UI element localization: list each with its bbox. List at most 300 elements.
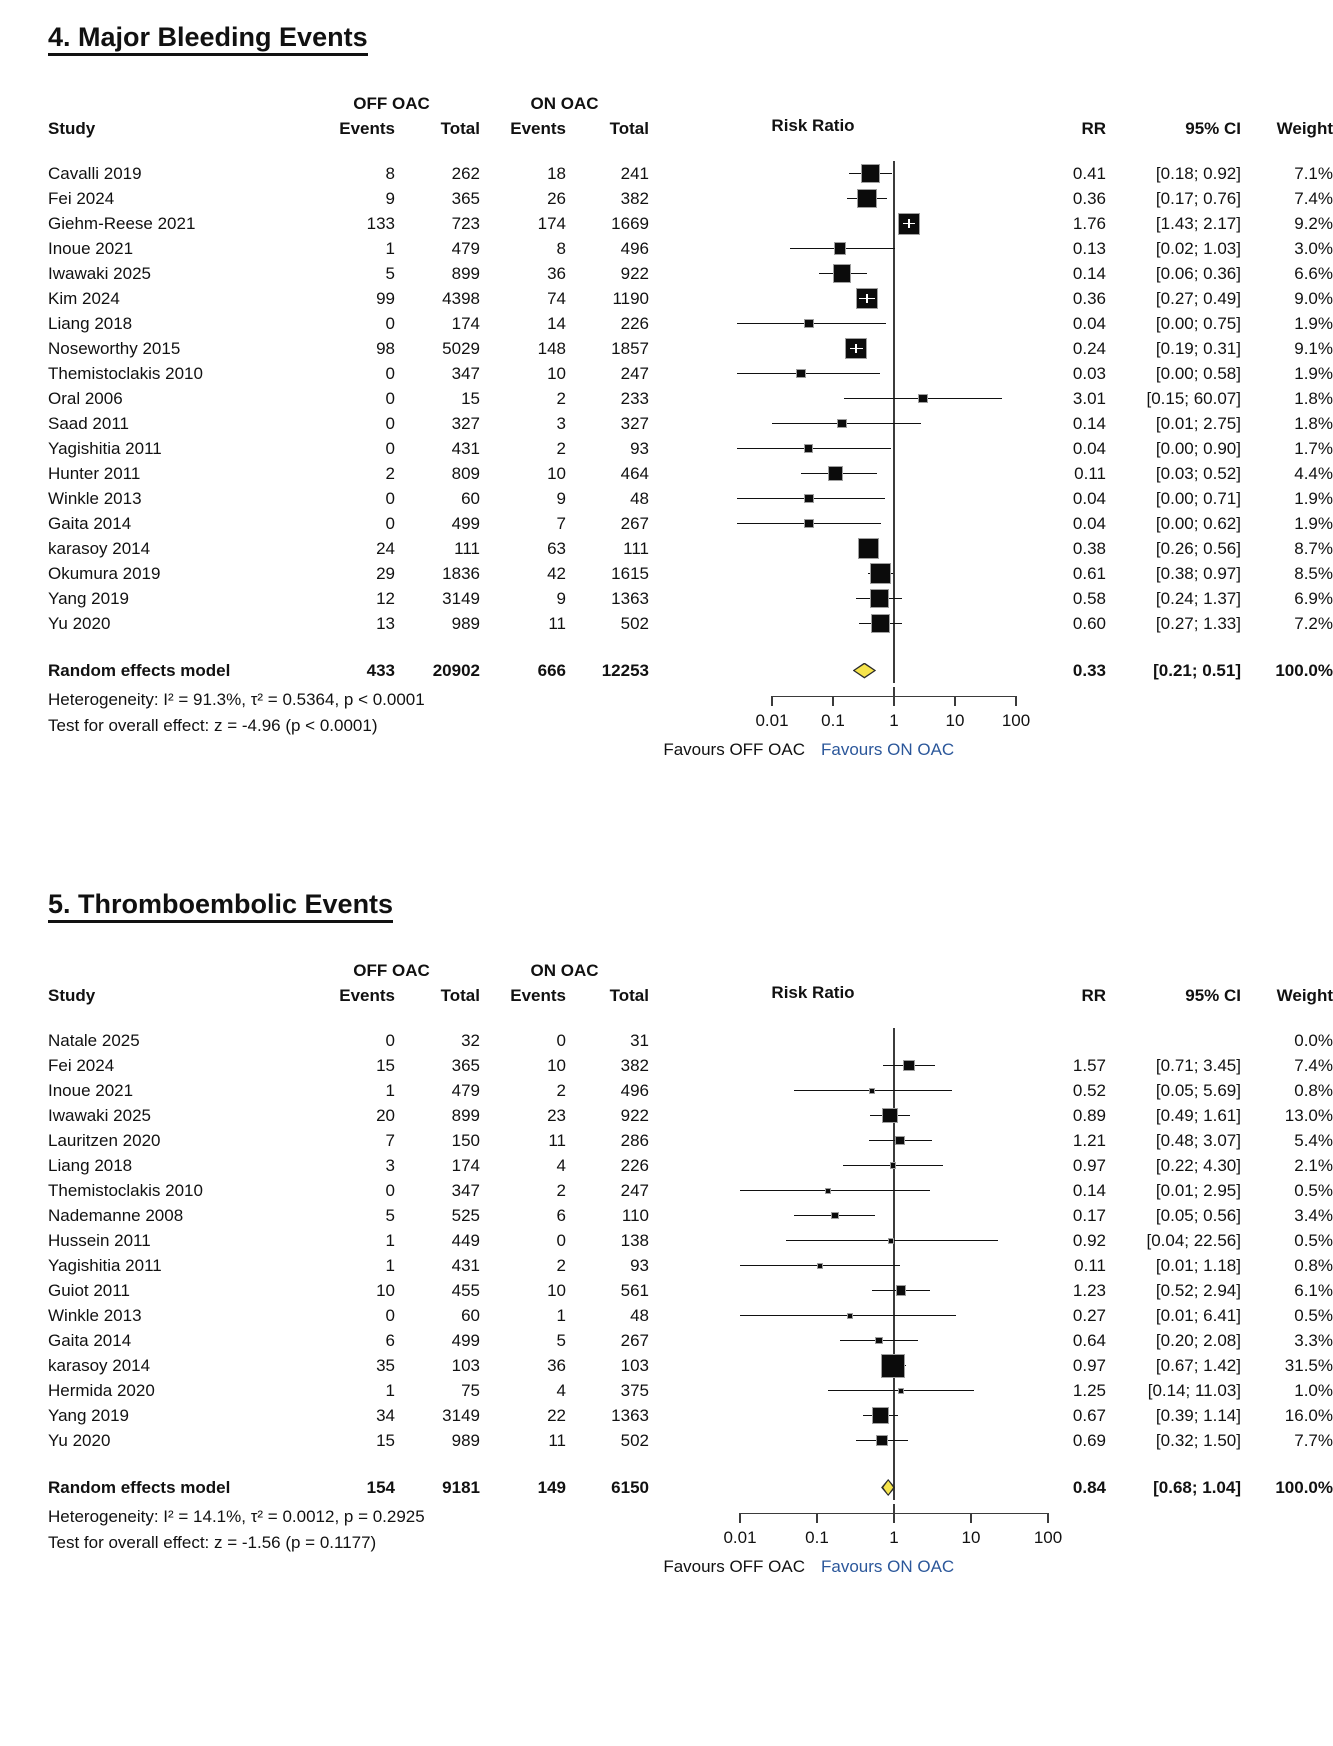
off-total-cell: 327 bbox=[451, 413, 480, 433]
on-total-cell: 31 bbox=[630, 1030, 649, 1050]
x-axis-tick-label: 100 bbox=[1001, 711, 1031, 730]
plot-area bbox=[663, 658, 1053, 683]
off-events-cell: 29 bbox=[376, 563, 395, 583]
study-name-cell: Saad 2011 bbox=[48, 413, 129, 433]
reference-line bbox=[893, 261, 895, 286]
x-axis-tick bbox=[954, 696, 956, 706]
x-axis-tick bbox=[771, 696, 773, 706]
off-total-cell: 103 bbox=[451, 1355, 480, 1375]
plot-area bbox=[663, 261, 1053, 286]
plot-area bbox=[663, 1103, 1053, 1128]
on-events-cell: 36 bbox=[547, 1355, 566, 1375]
off-events-cell: 5 bbox=[385, 263, 395, 283]
study-name-cell: Giehm-Reese 2021 bbox=[48, 213, 196, 233]
plot-area bbox=[663, 1278, 1053, 1303]
col-header-rr: RR bbox=[1081, 985, 1106, 1005]
on-total-cell: 1363 bbox=[611, 588, 649, 608]
weight-cell: 0.5% bbox=[1294, 1305, 1333, 1325]
off-events-cell: 15 bbox=[376, 1430, 395, 1450]
plot-area bbox=[663, 1203, 1053, 1228]
on-total-cell: 267 bbox=[620, 1330, 649, 1350]
on-events-cell: 2 bbox=[556, 1255, 566, 1275]
study-rows bbox=[48, 161, 1333, 683]
on-total-cell: 561 bbox=[620, 1280, 649, 1300]
ci-cell: [0.00; 0.75] bbox=[1155, 313, 1241, 333]
weight-cell: 1.9% bbox=[1294, 488, 1333, 508]
plot-area bbox=[663, 561, 1053, 586]
on-total-cell: 496 bbox=[620, 1080, 649, 1100]
on-events-cell: 2 bbox=[556, 388, 566, 408]
col-header-events-off: Events bbox=[339, 985, 395, 1005]
off-total-cell: 60 bbox=[461, 1305, 480, 1325]
off-events-cell: 154 bbox=[366, 1477, 395, 1497]
on-events-cell: 149 bbox=[537, 1477, 566, 1497]
study-row bbox=[48, 536, 1333, 561]
on-events-cell: 2 bbox=[556, 1180, 566, 1200]
off-events-cell: 433 bbox=[366, 660, 395, 680]
ci-whisker bbox=[740, 1190, 930, 1192]
study-row bbox=[48, 1378, 1333, 1403]
study-row bbox=[48, 361, 1333, 386]
ci-cell: [0.01; 1.18] bbox=[1155, 1255, 1241, 1275]
on-total-cell: 1669 bbox=[611, 213, 649, 233]
on-total-cell: 496 bbox=[620, 238, 649, 258]
section-title-text: 4. Major Bleeding Events bbox=[48, 22, 368, 56]
off-total-cell: 3149 bbox=[442, 1405, 480, 1425]
reference-line bbox=[893, 1453, 895, 1475]
on-total-cell: 1857 bbox=[611, 338, 649, 358]
effect-square bbox=[831, 1212, 839, 1220]
reference-line bbox=[893, 311, 895, 336]
off-total-cell: 1836 bbox=[442, 563, 480, 583]
study-name-cell: Inoue 2021 bbox=[48, 238, 134, 258]
section-footer bbox=[48, 687, 1333, 797]
center-tick-inside bbox=[855, 344, 857, 353]
off-total-cell: 9181 bbox=[442, 1477, 480, 1497]
off-events-cell: 0 bbox=[385, 1180, 395, 1200]
center-tick-inside bbox=[908, 219, 910, 228]
rr-cell: 0.58 bbox=[1072, 588, 1106, 608]
plot-area bbox=[663, 336, 1053, 361]
study-name-cell: Iwawaki 2025 bbox=[48, 263, 152, 283]
study-row bbox=[48, 161, 1333, 186]
plot-cell bbox=[649, 1403, 1053, 1428]
ci-cell: [0.14; 11.03] bbox=[1147, 1380, 1241, 1400]
plot-cell bbox=[649, 486, 1053, 511]
off-total-cell: 723 bbox=[451, 213, 480, 233]
off-events-cell: 0 bbox=[385, 363, 395, 383]
study-name-cell: Fei 2024 bbox=[48, 188, 115, 208]
section-footer bbox=[48, 1504, 1333, 1614]
plot-cell bbox=[649, 1328, 1053, 1353]
on-total-cell: 922 bbox=[620, 263, 649, 283]
ci-cell: [0.00; 0.71] bbox=[1155, 488, 1241, 508]
col-header-plot bbox=[649, 983, 1053, 1008]
reference-line bbox=[893, 286, 895, 311]
off-events-cell: 7 bbox=[385, 1130, 395, 1150]
study-row bbox=[48, 1253, 1333, 1278]
effect-square bbox=[857, 189, 877, 209]
plot-area bbox=[663, 1303, 1053, 1328]
summary-label: Random effects model bbox=[48, 1477, 231, 1497]
off-events-cell: 13 bbox=[376, 613, 395, 633]
section-title bbox=[48, 22, 1333, 53]
on-events-cell: 10 bbox=[547, 1055, 566, 1075]
on-total-cell: 922 bbox=[620, 1105, 649, 1125]
plot-area bbox=[663, 436, 1053, 461]
plot-area bbox=[663, 311, 1053, 336]
off-events-cell: 2 bbox=[385, 463, 395, 483]
header-gap bbox=[48, 141, 1333, 161]
summary-diamond-fill bbox=[855, 664, 874, 677]
effect-square bbox=[896, 1285, 907, 1296]
off-events-cell: 9 bbox=[385, 188, 395, 208]
on-total-cell: 233 bbox=[620, 388, 649, 408]
on-total-cell: 1615 bbox=[611, 563, 649, 583]
off-events-cell: 1 bbox=[385, 238, 395, 258]
group-header-on-oac: ON OAC bbox=[530, 960, 599, 980]
off-events-cell: 20 bbox=[376, 1105, 395, 1125]
heterogeneity-line: Heterogeneity: I² = 14.1%, τ² = 0.0012, p = 0.2925 bbox=[48, 1507, 425, 1526]
effect-square bbox=[888, 1238, 894, 1244]
reference-line bbox=[893, 1203, 895, 1228]
off-total-cell: 60 bbox=[461, 488, 480, 508]
col-header-rr: RR bbox=[1081, 118, 1106, 138]
off-total-cell: 15 bbox=[461, 388, 480, 408]
x-axis-tick-label: 0.01 bbox=[723, 1528, 757, 1547]
study-name-cell: Yu 2020 bbox=[48, 1430, 111, 1450]
weight-cell: 1.9% bbox=[1294, 513, 1333, 533]
plot-cell bbox=[649, 186, 1053, 211]
plot-cell bbox=[649, 1153, 1053, 1178]
study-name-cell: Hussein 2011 bbox=[48, 1230, 151, 1250]
weight-cell: 7.1% bbox=[1294, 163, 1333, 183]
off-events-cell: 15 bbox=[376, 1055, 395, 1075]
effect-square bbox=[847, 1313, 853, 1319]
study-row bbox=[48, 1053, 1333, 1078]
weight-cell: 0.8% bbox=[1294, 1080, 1333, 1100]
effect-square bbox=[895, 1136, 905, 1146]
plot-area bbox=[663, 511, 1053, 536]
weight-cell: 4.4% bbox=[1294, 463, 1333, 483]
ci-cell: [0.67; 1.42] bbox=[1155, 1355, 1241, 1375]
study-name-cell: Noseworthy 2015 bbox=[48, 338, 181, 358]
effect-square bbox=[804, 444, 813, 453]
x-axis-tick-label: 100 bbox=[1033, 1528, 1063, 1547]
weight-cell: 1.8% bbox=[1294, 388, 1333, 408]
weight-cell: 8.7% bbox=[1294, 538, 1333, 558]
on-total-cell: 382 bbox=[620, 1055, 649, 1075]
on-events-cell: 14 bbox=[547, 313, 566, 333]
summary-diamond-fill bbox=[883, 1481, 893, 1495]
effect-square bbox=[804, 494, 814, 504]
study-rows bbox=[48, 1028, 1333, 1500]
weight-cell: 9.1% bbox=[1294, 338, 1333, 358]
study-name-cell: Gaita 2014 bbox=[48, 513, 132, 533]
weight-cell: 100.0% bbox=[1275, 660, 1333, 680]
study-row bbox=[48, 211, 1333, 236]
effect-square bbox=[858, 538, 879, 559]
study-name-cell: Winkle 2013 bbox=[48, 488, 142, 508]
plot-cell bbox=[649, 411, 1053, 436]
study-name-cell: Themistoclakis 2010 bbox=[48, 363, 203, 383]
study-row bbox=[48, 461, 1333, 486]
pre-summary-gap bbox=[48, 636, 1333, 658]
rr-cell: 1.21 bbox=[1072, 1130, 1106, 1150]
col-header-ci: 95% CI bbox=[1185, 118, 1241, 138]
study-row bbox=[48, 311, 1333, 336]
off-total-cell: 525 bbox=[451, 1205, 480, 1225]
study-name-cell: Hermida 2020 bbox=[48, 1380, 155, 1400]
rr-cell: 0.14 bbox=[1072, 413, 1106, 433]
effect-square bbox=[825, 1188, 831, 1194]
x-axis-tick-label: 10 bbox=[961, 1528, 981, 1547]
weight-cell: 1.9% bbox=[1294, 363, 1333, 383]
plot-cell bbox=[649, 1278, 1053, 1303]
rr-cell: 0.11 bbox=[1074, 463, 1106, 483]
on-events-cell: 1 bbox=[556, 1305, 566, 1325]
off-total-cell: 111 bbox=[454, 538, 480, 558]
plot-area bbox=[663, 461, 1053, 486]
ci-cell: [0.21; 0.51] bbox=[1153, 660, 1241, 680]
study-name-cell: Winkle 2013 bbox=[48, 1305, 142, 1325]
summary-diamond bbox=[853, 663, 877, 679]
off-total-cell: 455 bbox=[451, 1280, 480, 1300]
study-name-cell: Iwawaki 2025 bbox=[48, 1105, 152, 1125]
on-total-cell: 111 bbox=[623, 538, 649, 558]
ci-cell: [0.06; 0.36] bbox=[1155, 263, 1241, 283]
reference-line bbox=[893, 658, 895, 683]
plot-area bbox=[663, 186, 1053, 211]
on-total-cell: 1190 bbox=[612, 288, 649, 308]
on-events-cell: 42 bbox=[547, 563, 566, 583]
study-row bbox=[48, 1428, 1333, 1453]
ci-cell: [0.32; 1.50] bbox=[1155, 1430, 1241, 1450]
rr-cell: 0.67 bbox=[1072, 1405, 1106, 1425]
x-axis-tick-label: 1 bbox=[889, 711, 899, 730]
reference-line bbox=[893, 486, 895, 511]
study-row bbox=[48, 1278, 1333, 1303]
col-header-events-on: Events bbox=[510, 118, 566, 138]
on-total-cell: 502 bbox=[620, 1430, 649, 1450]
off-events-cell: 98 bbox=[376, 338, 395, 358]
rr-cell: 0.03 bbox=[1072, 363, 1106, 383]
study-row bbox=[48, 1178, 1333, 1203]
rr-cell: 0.17 bbox=[1072, 1205, 1106, 1225]
plot-cell bbox=[649, 211, 1053, 236]
on-events-cell: 4 bbox=[556, 1155, 566, 1175]
study-row bbox=[48, 1328, 1333, 1353]
off-events-cell: 0 bbox=[385, 513, 395, 533]
heterogeneity-line: Heterogeneity: I² = 91.3%, τ² = 0.5364, p < 0.0001 bbox=[48, 690, 425, 709]
effect-square bbox=[890, 1162, 896, 1168]
weight-cell: 3.4% bbox=[1294, 1205, 1333, 1225]
ci-cell: [0.68; 1.04] bbox=[1153, 1477, 1241, 1497]
plot-area bbox=[663, 1053, 1053, 1078]
plot-cell bbox=[649, 511, 1053, 536]
plot-cell bbox=[649, 1303, 1053, 1328]
on-total-cell: 247 bbox=[620, 1180, 649, 1200]
study-name-cell: Yu 2020 bbox=[48, 613, 111, 633]
section-title bbox=[48, 889, 1333, 920]
ci-cell: [0.01; 2.95] bbox=[1155, 1180, 1241, 1200]
col-header-risk-ratio: Risk Ratio bbox=[771, 116, 855, 135]
reference-line bbox=[893, 436, 895, 461]
off-total-cell: 174 bbox=[451, 313, 480, 333]
ci-cell: [0.18; 0.92] bbox=[1155, 163, 1241, 183]
x-axis-tick bbox=[739, 1513, 741, 1523]
on-events-cell: 10 bbox=[547, 463, 566, 483]
group-header-on-oac: ON OAC bbox=[530, 93, 599, 113]
effect-square bbox=[861, 164, 880, 183]
off-total-cell: 431 bbox=[451, 438, 480, 458]
off-total-cell: 5029 bbox=[442, 338, 480, 358]
on-events-cell: 666 bbox=[537, 660, 566, 680]
weight-cell: 7.2% bbox=[1294, 613, 1333, 633]
study-row bbox=[48, 611, 1333, 636]
col-header-plot bbox=[649, 116, 1053, 141]
x-axis-tick bbox=[893, 1513, 895, 1523]
ci-whisker bbox=[737, 448, 891, 450]
summary-label: Random effects model bbox=[48, 660, 231, 680]
on-events-cell: 0 bbox=[556, 1030, 566, 1050]
study-name-cell: Kim 2024 bbox=[48, 288, 120, 308]
on-events-cell: 74 bbox=[547, 288, 566, 308]
plot-cell bbox=[649, 436, 1053, 461]
plot-cell bbox=[649, 636, 1053, 658]
plot-cell bbox=[649, 336, 1053, 361]
study-name-cell: Fei 2024 bbox=[48, 1055, 115, 1075]
off-events-cell: 6 bbox=[385, 1330, 395, 1350]
plot-cell bbox=[649, 161, 1053, 186]
stats-block bbox=[48, 1504, 649, 1614]
on-events-cell: 11 bbox=[548, 613, 566, 633]
ci-cell: [0.27; 1.33] bbox=[1155, 613, 1241, 633]
off-total-cell: 989 bbox=[451, 1430, 480, 1450]
off-events-cell: 0 bbox=[385, 1030, 395, 1050]
plot-area bbox=[663, 386, 1053, 411]
favours-on-oac-label: Favours ON OAC bbox=[821, 740, 955, 759]
plot-area bbox=[663, 636, 1053, 658]
on-events-cell: 7 bbox=[556, 513, 566, 533]
effect-square bbox=[837, 419, 847, 429]
weight-cell: 6.6% bbox=[1294, 263, 1333, 283]
rr-cell: 0.38 bbox=[1072, 538, 1106, 558]
ci-cell: [0.24; 1.37] bbox=[1155, 588, 1241, 608]
effect-square bbox=[804, 319, 814, 329]
plot-area bbox=[663, 1078, 1053, 1103]
study-name-cell: Gaita 2014 bbox=[48, 1330, 132, 1350]
col-header-study: Study bbox=[48, 985, 96, 1005]
study-name-cell: karasoy 2014 bbox=[48, 1355, 151, 1375]
on-total-cell: 48 bbox=[630, 488, 649, 508]
x-axis-tick-label: 10 bbox=[945, 711, 965, 730]
ci-cell: [0.05; 0.56] bbox=[1155, 1205, 1241, 1225]
ci-whisker bbox=[737, 373, 879, 375]
plot-cell bbox=[649, 536, 1053, 561]
on-events-cell: 5 bbox=[556, 1330, 566, 1350]
study-row bbox=[48, 411, 1333, 436]
reference-line bbox=[893, 1028, 895, 1053]
off-total-cell: 479 bbox=[451, 1080, 480, 1100]
on-events-cell: 23 bbox=[547, 1105, 566, 1125]
plot-area bbox=[663, 1153, 1053, 1178]
rr-cell: 1.23 bbox=[1072, 1280, 1106, 1300]
off-total-cell: 365 bbox=[451, 188, 480, 208]
reference-line bbox=[893, 536, 895, 561]
weight-cell: 9.0% bbox=[1294, 288, 1333, 308]
study-row bbox=[48, 1078, 1333, 1103]
col-header-events-off: Events bbox=[339, 118, 395, 138]
off-total-cell: 989 bbox=[451, 613, 480, 633]
section-thromboembolic bbox=[48, 889, 1333, 1614]
study-name-cell: Cavalli 2019 bbox=[48, 163, 142, 183]
on-total-cell: 375 bbox=[620, 1380, 649, 1400]
on-events-cell: 6 bbox=[556, 1205, 566, 1225]
on-events-cell: 26 bbox=[547, 188, 566, 208]
plot-cell bbox=[649, 286, 1053, 311]
on-total-cell: 267 bbox=[620, 513, 649, 533]
reference-line bbox=[893, 511, 895, 536]
reference-line bbox=[893, 361, 895, 386]
plot-area bbox=[663, 1428, 1053, 1453]
rr-cell: 0.97 bbox=[1072, 1155, 1106, 1175]
effect-square bbox=[875, 1337, 883, 1345]
on-total-cell: 138 bbox=[620, 1230, 649, 1250]
study-row bbox=[48, 1353, 1333, 1378]
rr-cell: 0.04 bbox=[1072, 488, 1106, 508]
axis-cell bbox=[649, 687, 1053, 797]
plot-area bbox=[663, 286, 1053, 311]
off-events-cell: 35 bbox=[376, 1355, 395, 1375]
ci-cell: [0.19; 0.31] bbox=[1155, 338, 1241, 358]
study-name-cell: Hunter 2011 bbox=[48, 463, 141, 483]
off-events-cell: 1 bbox=[385, 1255, 395, 1275]
overall-effect-line: Test for overall effect: z = -1.56 (p = 0.1177) bbox=[48, 1533, 377, 1552]
rr-cell: 0.92 bbox=[1072, 1230, 1106, 1250]
on-total-cell: 110 bbox=[621, 1205, 649, 1225]
weight-cell: 31.5% bbox=[1284, 1355, 1333, 1375]
plot-cell bbox=[649, 658, 1053, 683]
study-row bbox=[48, 561, 1333, 586]
group-header-row bbox=[48, 91, 1333, 116]
off-events-cell: 5 bbox=[385, 1205, 395, 1225]
weight-cell: 7.4% bbox=[1294, 188, 1333, 208]
ci-cell: [0.39; 1.14] bbox=[1155, 1405, 1241, 1425]
reference-line bbox=[893, 461, 895, 486]
study-row bbox=[48, 386, 1333, 411]
plot-area bbox=[663, 1453, 1053, 1475]
on-events-cell: 18 bbox=[547, 163, 566, 183]
off-events-cell: 0 bbox=[385, 1305, 395, 1325]
effect-square bbox=[869, 1088, 875, 1094]
on-events-cell: 148 bbox=[537, 338, 566, 358]
off-events-cell: 3 bbox=[385, 1155, 395, 1175]
effect-square bbox=[870, 589, 889, 608]
off-total-cell: 75 bbox=[461, 1380, 480, 1400]
reference-line bbox=[893, 636, 895, 658]
ci-cell: [1.43; 2.17] bbox=[1155, 213, 1241, 233]
on-total-cell: 241 bbox=[620, 163, 649, 183]
rr-cell: 0.14 bbox=[1072, 1180, 1106, 1200]
off-events-cell: 10 bbox=[376, 1280, 395, 1300]
favours-on-oac-label: Favours ON OAC bbox=[821, 1557, 955, 1576]
x-axis-tick bbox=[832, 696, 834, 706]
study-name-cell: Oral 2006 bbox=[48, 388, 123, 408]
plot-area bbox=[663, 1378, 1053, 1403]
rr-cell: 1.76 bbox=[1072, 213, 1106, 233]
rr-cell: 0.04 bbox=[1072, 313, 1106, 333]
